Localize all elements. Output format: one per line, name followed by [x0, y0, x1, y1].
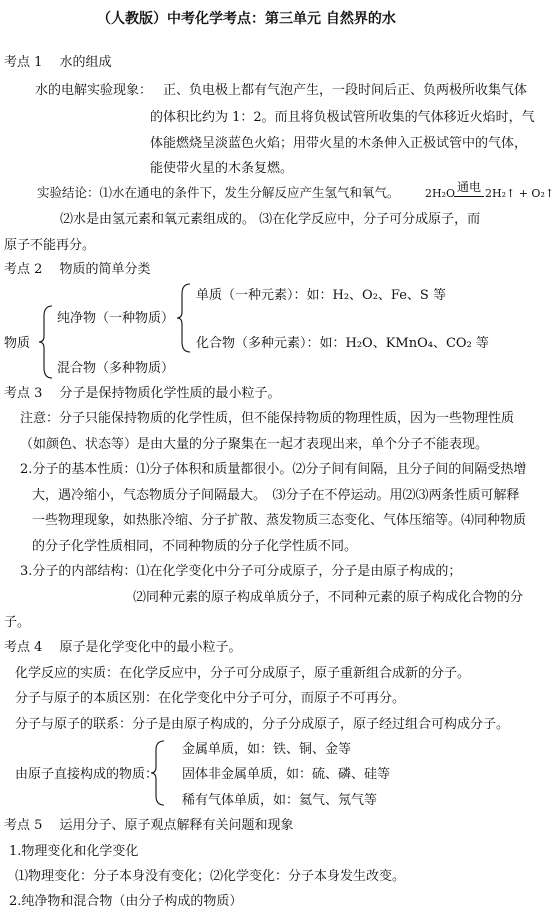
- molecule-properties-line4: 的分子化学性质相同，不同种物质的分子化学性质不同。: [32, 539, 358, 554]
- molecule-structure-line2: ⑵同种元素的原子构成单质分子，不同种元素的原子构成化合物的分: [133, 590, 524, 605]
- molecule-properties-line2: 大，遇冷缩小，气态物质分子间隔最大。 ⑶分子在不停运动。用⑵⑶两条性质可解释: [32, 488, 520, 503]
- kp1-conclusion-a: 实验结论：⑴水在通电的条件下，发生分解反应产生氢气和氧气。: [37, 185, 400, 200]
- kp3-note-line1: 注意：分子只能保持物质的化学性质，但不能保持物质的物理性质，因为一些物理性质: [20, 411, 515, 426]
- molecule-properties-line3: 一些物理现象，如热胀冷缩、分子扩散、蒸发物质三态变化、气体压缩等。⑷同种物质: [32, 513, 527, 528]
- noble-gas-elements: 稀有气体单质，如：氦气、氖气等: [182, 793, 378, 808]
- kp1-phenomenon-line1: 正、负电极上都有气泡产生，一段时间后正、负两极所收集气体: [163, 83, 528, 98]
- matter-label: 物质: [4, 336, 31, 351]
- electrolysis-equation-condition: 通电: [457, 180, 482, 194]
- kp1-phenomenon-line3: 体能燃烧呈淡蓝色火焰；用带火星的木条伸入正极试管中的气体，: [150, 136, 528, 151]
- kp1-phenomenon-label: 水的电解实验现象：: [35, 83, 153, 98]
- kp1-heading: 考点 1 水的组成: [4, 55, 112, 70]
- kp1-conclusion-b: ⑵水是由氢元素和氧元素组成的。 ⑶在化学反应中，分子可分成原子，而: [60, 212, 481, 227]
- matter-brace: [38, 304, 54, 380]
- metal-elements: 金属单质，如：铁、铜、金等: [182, 742, 352, 757]
- molecule-structure-line1: 3.分子的内部结构：⑴在化学变化中分子可分成原子，分子是由原子构成的；: [20, 564, 462, 579]
- kp1-phenomenon-line2: 的体积比约为 1：2。而且将负极试管所收集的气体移近火焰时，气: [150, 110, 535, 125]
- nonmetal-elements: 固体非金属单质，如：硫、磷、硅等: [182, 767, 391, 782]
- atom-direct-substances-label: 由原子直接构成的物质：: [15, 767, 159, 782]
- molecule-atom-relation: 分子与原子的联系：分子是由原子构成的，分子分成原子，原子经过组合可构成分子。: [15, 717, 510, 732]
- kp1-conclusion-c: 原子不能再分。: [4, 238, 96, 253]
- equation-arrow-line: [454, 196, 484, 197]
- molecule-atom-difference: 分子与原子的本质区别：在化学变化中分子可分，而原子不可再分。: [15, 691, 406, 706]
- pure-substance-brace: [176, 282, 192, 354]
- electrolysis-equation-right: 2H₂↑ + O₂↑: [485, 187, 554, 200]
- kp5-line1: 1.物理变化和化学变化: [9, 844, 139, 859]
- kp2-heading: 考点 2 物质的简单分类: [4, 262, 151, 277]
- molecule-properties-line1: 2.分子的基本性质：⑴分子体积和质量都很小。⑵分子间有间隔，且分子间的间隔受热增: [20, 462, 527, 477]
- kp5-line2: ⑴物理变化：分子本身没有变化；⑵化学变化：分子本身发生改变。: [15, 869, 406, 884]
- elementary-substance: 单质（一种元素）：如：H₂、O₂、Fe、S 等: [196, 288, 446, 303]
- kp3-heading: 考点 3 分子是保持物质化学性质的最小粒子。: [4, 386, 281, 401]
- electrolysis-equation-left: 2H₂O: [425, 187, 456, 200]
- page-title: （人教版）中考化学考点：第三单元 自然界的水: [97, 11, 396, 27]
- compound: 化合物（多种元素）：如：H₂O、KMnO₄、CO₂ 等: [196, 336, 489, 351]
- pure-substance: 纯净物（一种物质）: [57, 311, 175, 326]
- kp4-heading: 考点 4 原子是化学变化中的最小粒子。: [4, 640, 242, 655]
- kp5-heading: 考点 5 运用分子、原子观点解释有关问题和现象: [4, 818, 294, 833]
- reaction-essence: 化学反应的实质：在化学反应中，分子可分成原子，原子重新组合成新的分子。: [15, 666, 471, 681]
- molecule-structure-line3: 子。: [4, 615, 31, 630]
- kp3-note-line2: （如颜色、状态等）是由大量的分子聚集在一起才表现出来，单个分子不能表现。: [20, 437, 489, 452]
- mixture: 混合物（多种物质）: [57, 361, 175, 376]
- kp5-line3: 2.纯净物和混合物（由分子构成的物质）: [9, 894, 243, 909]
- kp1-phenomenon-line4: 能使带火星的木条复燃。: [150, 161, 294, 176]
